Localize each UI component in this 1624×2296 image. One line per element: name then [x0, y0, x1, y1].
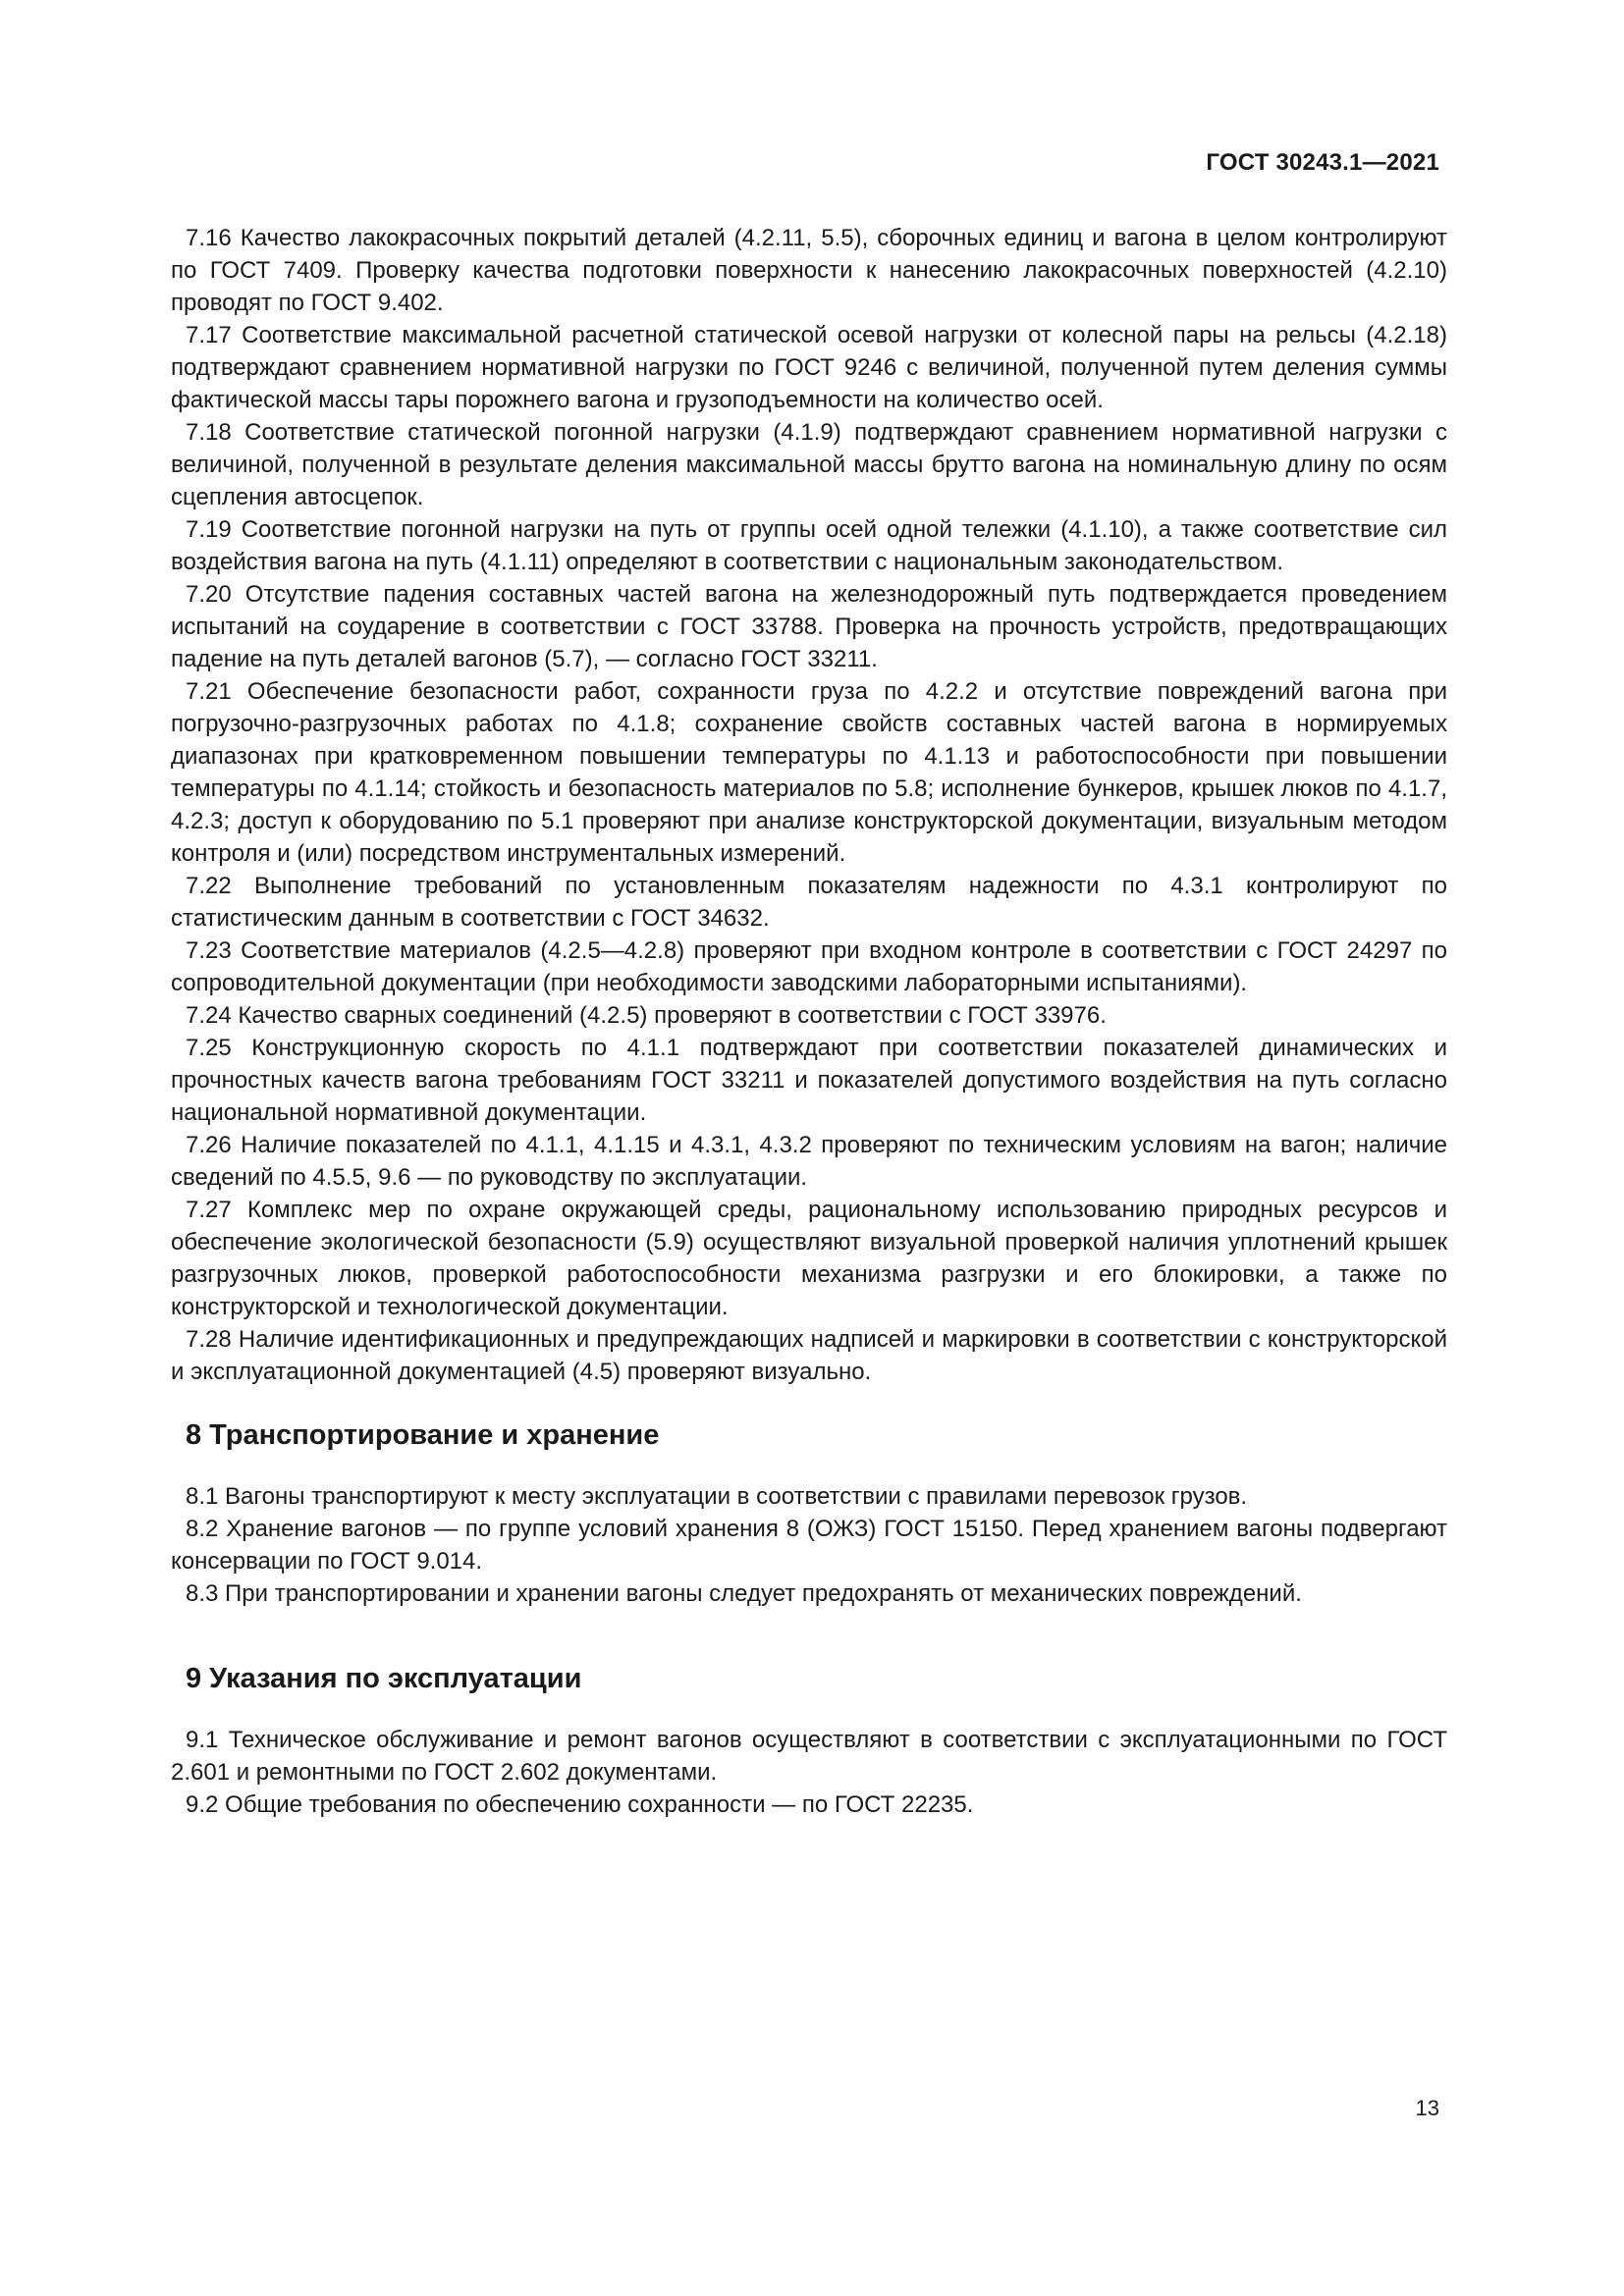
paragraph-7-28: 7.28 Наличие идентификационных и предупреждающих надписей и маркировки в соответствии с конструкторской и эксплуатационной документацией (4.5) проверяют визуально. [171, 1326, 1447, 1385]
paragraph-9-1: 9.1 Техническое обслуживание и ремонт вагонов осуществляют в соответствии с эксплуатационными по ГОСТ 2.601 и ремонтными по ГОСТ 2.602 документами. [171, 1727, 1447, 1786]
section-9-heading: 9 Указания по эксплуатации [186, 1663, 582, 1694]
paragraph-7-27: 7.27 Комплекс мер по охране окружающей среды, рациональному использованию природных ресурсов и обеспечение экологической безопасности (5.9) осуществляют визуальной проверкой наличия уплотнений крышек разгрузочных люков, проверкой работоспособности механизма разгрузки и его блокировки, а также по конструкторской и технологической документации. [171, 1197, 1447, 1320]
paragraph-9-2: 9.2 Общие требования по обеспечению сохранности — по ГОСТ 22235. [186, 1791, 974, 1818]
paragraph-7-20: 7.20 Отсутствие падения составных частей вагона на железнодорожный путь подтверждается проведением испытаний на соударение в соответствии с ГОСТ 33788. Проверка на прочность устройств, предотвращающих падение на путь деталей вагонов (5.7), — согласно ГОСТ 33211. [171, 581, 1447, 672]
section-8-heading: 8 Транспортирование и хранение [186, 1419, 660, 1451]
paragraph-7-19: 7.19 Соответствие погонной нагрузки на путь от группы осей одной тележки (4.1.10), а также соответствие сил воздействия вагона на путь (4.1.11) определяют в соответствии с национальным законодательством. [171, 516, 1447, 575]
paragraph-7-22: 7.22 Выполнение требований по установленным показателям надежности по 4.3.1 контролируют по статистическим данным в соответствии с ГОСТ 34632. [171, 873, 1447, 932]
paragraph-8-1: 8.1 Вагоны транспортируют к месту эксплуатации в соответствии с правилами перевозок грузов. [186, 1483, 1248, 1510]
paragraph-7-17: 7.17 Соответствие максимальной расчетной статической осевой нагрузки от колесной пары на рельсы (4.2.18) подтверждают сравнением нормативной нагрузки по ГОСТ 9246 с величиной, полученной путем деления суммы фактической массы тары порожнего вагона и грузоподъемности на количество осей. [171, 322, 1447, 413]
paragraph-7-21: 7.21 Обеспечение безопасности работ, сохранности груза по 4.2.2 и отсутствие повреждений вагона при погрузочно-разгрузочных работах по 4.1.8; сохранение свойств составных частей вагона в нормируемых диапазонах при кратковременном повышении температуры по 4.1.13 и работоспособности при повышении температуры по 4.1.14; стойкость и безопасность материалов по 5.8; исполнение бункеров, крышек люков по 4.1.7, 4.2.3; доступ к оборудованию по 5.1 проверяют при анализе конструкторской документации, визуальным методом контроля и (или) посредством инструментальных измерений. [171, 678, 1447, 867]
paragraph-7-26: 7.26 Наличие показателей по 4.1.1, 4.1.15 и 4.3.1, 4.3.2 проверяют по техническим условиям на вагон; наличие сведений по 4.5.5, 9.6 — по руководству по эксплуатации. [171, 1132, 1447, 1191]
paragraph-7-25: 7.25 Конструкционную скорость по 4.1.1 подтверждают при соответствии показателей динамических и прочностных качеств вагона требованиям ГОСТ 33211 и показателей допустимого воздействия на путь согласно национальной нормативной документации. [171, 1035, 1447, 1126]
paragraph-7-23: 7.23 Соответствие материалов (4.2.5—4.2.8) проверяют при входном контроле в соответствии с ГОСТ 24297 по сопроводительной документации (при необходимости заводскими лабораторными испытаниями). [171, 937, 1447, 996]
page-body [171, 222, 1447, 1821]
page-number: 13 [1415, 2096, 1439, 2120]
paragraph-7-18: 7.18 Соответствие статической погонной нагрузки (4.1.9) подтверждают сравнением нормативной нагрузки с величиной, полученной в результате деления максимальной массы брутто вагона на номинальную длину по осям сцепления автосцепок. [171, 419, 1447, 510]
paragraph-7-16: 7.16 Качество лакокрасочных покрытий деталей (4.2.11, 5.5), сборочных единиц и вагона в целом контролируют по ГОСТ 7409. Проверку качества подготовки поверхности к нанесению лакокрасочных поверхностей (4.2.10) проводят по ГОСТ 9.402. [171, 225, 1447, 316]
paragraph-7-24: 7.24 Качество сварных соединений (4.2.5) проверяют в соответствии с ГОСТ 33976. [186, 1002, 1107, 1029]
paragraph-8-3: 8.3 При транспортировании и хранении вагоны следует предохранять от механических повреждений. [186, 1580, 1302, 1607]
paragraph-8-2: 8.2 Хранение вагонов — по группе условий хранения 8 (ОЖЗ) ГОСТ 15150. Перед хранением вагоны подвергают консервации по ГОСТ 9.014. [171, 1516, 1447, 1575]
document-id-header: ГОСТ 30243.1—2021 [1206, 149, 1439, 176]
section-spacer [171, 1610, 1447, 1631]
